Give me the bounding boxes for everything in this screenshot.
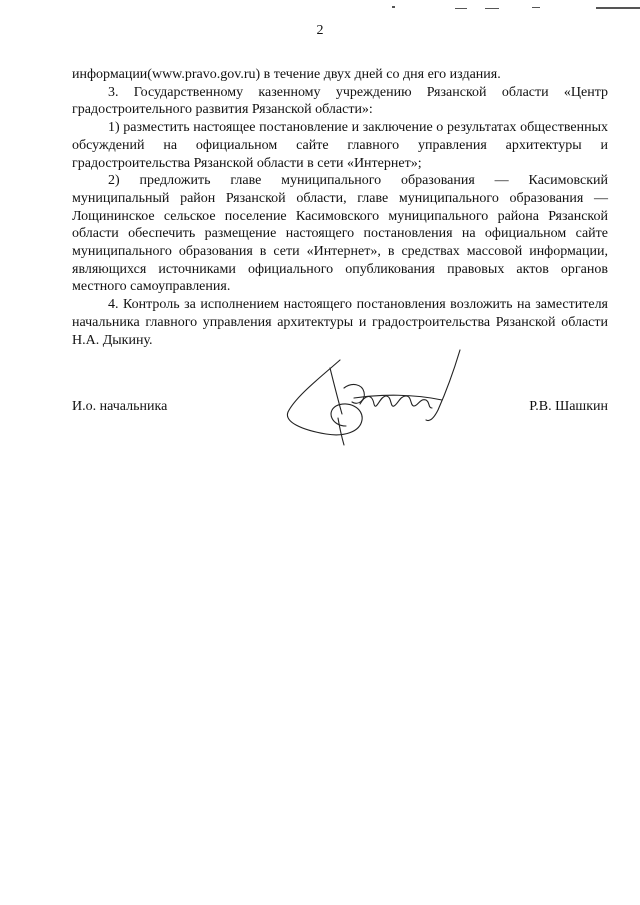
scan-mark <box>392 6 395 8</box>
paragraph-item-4: 4. Контроль за исполнением настоящего постановления возложить на заместителя начальника главного управления архитектуры и градостроительства Рязанской области Н.А. Дыкину. <box>72 297 608 348</box>
paragraph-subitem-2: 2) предложить главе муниципального образования — Касимовский муниципальный район Рязанской области, главе муниципального образования — Лощининское сельское поселение Касимовского муниципального района Рязанской области обеспечить размещение настоящего постановления на официальном сайте муниципального образования в сети «Интернет», в средствах массовой информации, являющихся источниками официального опубликования правовых актов органов местного самоуправления. <box>72 173 608 295</box>
paragraph-item-3: 3. Государственному казенному учреждению Рязанской области «Центр градостроительного развития Рязанской области»: <box>72 84 608 118</box>
scan-mark <box>485 8 499 9</box>
handwritten-signature <box>282 348 462 448</box>
paragraph-continuation: информации(www.pravo.gov.ru) в течение двух дней со дня его издания. <box>72 67 501 82</box>
scan-mark <box>532 7 540 8</box>
document-body <box>72 66 608 349</box>
paragraph-subitem-1: 1) разместить настоящее постановление и заключение о результатах общественных обсуждений на официальном сайте главного управления архитектуры и градостроительства Рязанской области в сети «Интернет»; <box>72 120 608 171</box>
signer-name: Р.В. Шашкин <box>529 399 608 414</box>
scan-mark <box>455 8 467 9</box>
scan-mark <box>596 7 640 9</box>
position-title: И.о. начальника <box>72 399 168 414</box>
page-number: 2 <box>316 23 324 38</box>
